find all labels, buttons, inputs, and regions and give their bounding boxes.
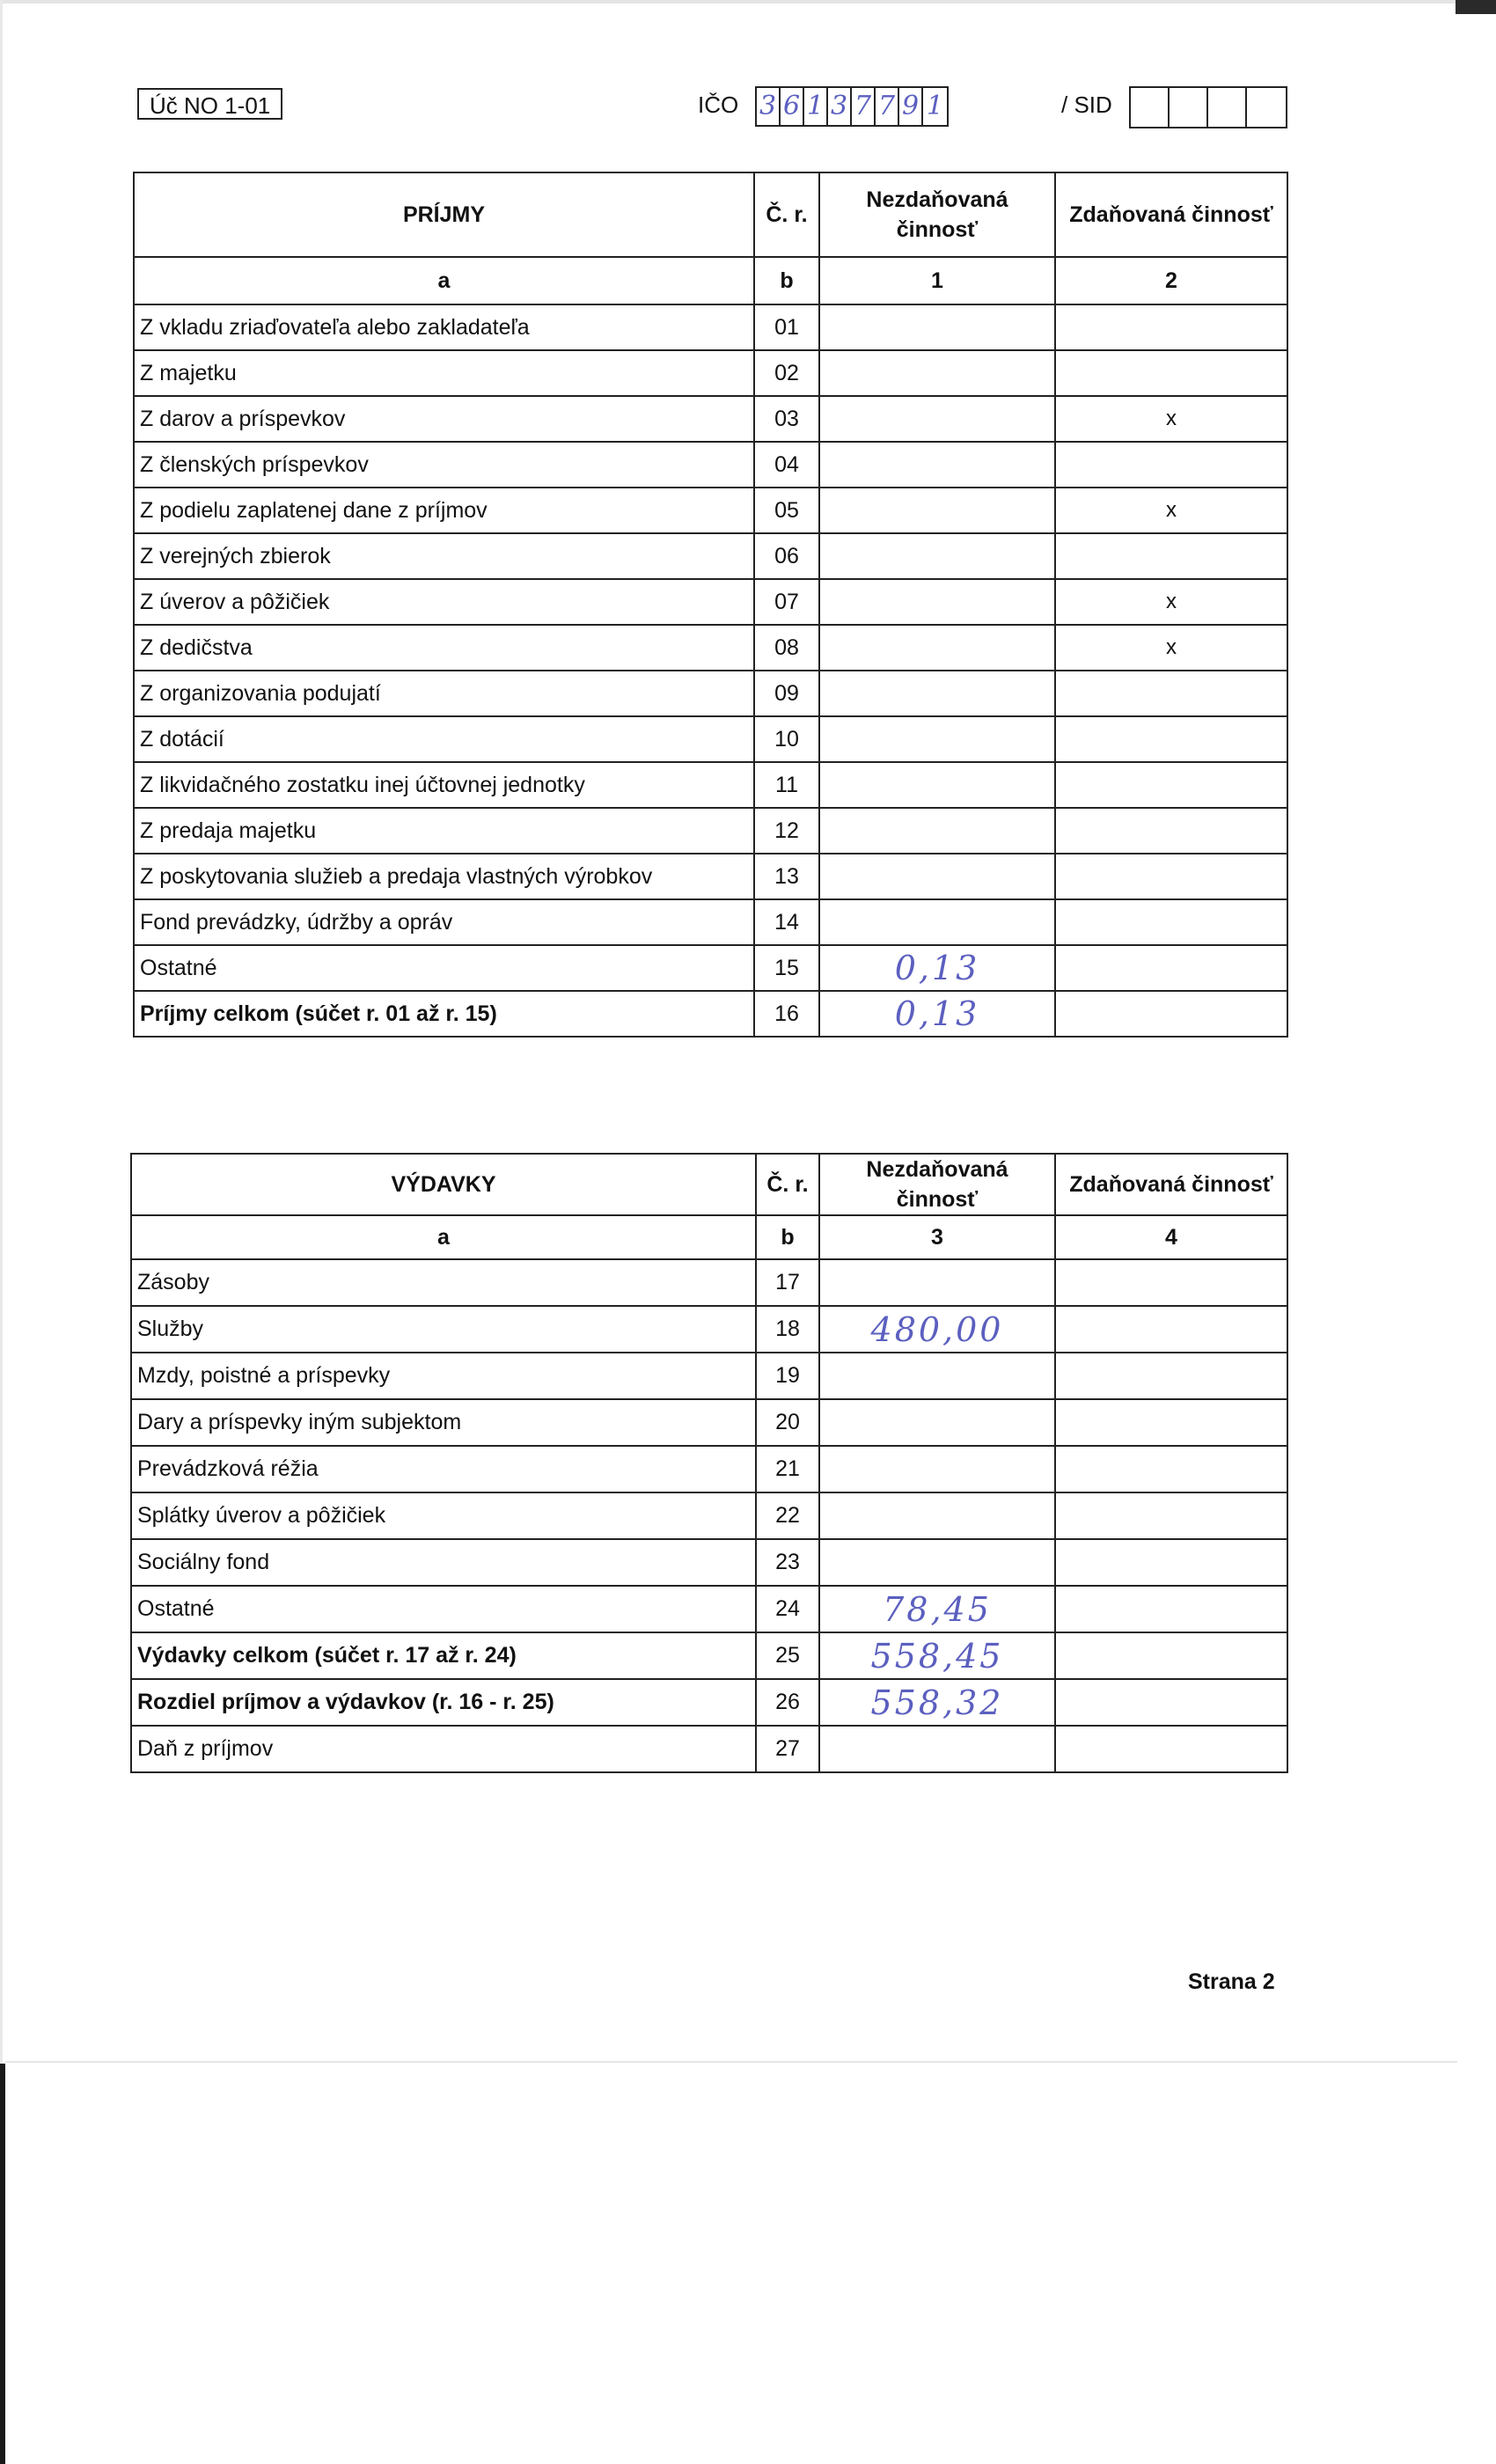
row-label: Prevádzková réžia <box>131 1446 756 1492</box>
row-number: 13 <box>754 854 819 899</box>
nontaxed-cell[interactable] <box>819 1539 1055 1586</box>
ico-digit[interactable]: 3 <box>828 88 852 125</box>
row-number: 24 <box>756 1586 819 1632</box>
row-label: Daň z príjmov <box>131 1726 756 1772</box>
taxed-cell[interactable] <box>1055 1726 1287 1772</box>
taxed-cell[interactable] <box>1055 1539 1287 1586</box>
sub-1: 1 <box>819 257 1055 304</box>
nontaxed-cell[interactable] <box>819 625 1055 671</box>
table-row <box>131 1726 1287 1772</box>
row-number: 27 <box>756 1726 819 1772</box>
col-row-no: Č. r. <box>754 172 819 257</box>
table-row <box>134 945 1287 991</box>
row-number: 07 <box>754 579 819 625</box>
nontaxed-cell[interactable] <box>819 808 1055 854</box>
taxed-cell[interactable]: x <box>1055 579 1287 625</box>
page-number: Strana 2 <box>1188 1969 1275 1994</box>
table-row <box>131 1306 1287 1353</box>
taxed-cell[interactable] <box>1055 854 1287 899</box>
row-number: 09 <box>754 671 819 716</box>
form-code: Úč NO 1-01 <box>137 88 282 120</box>
taxed-cell[interactable] <box>1055 1679 1287 1726</box>
taxed-cell[interactable] <box>1055 762 1287 808</box>
nontaxed-cell[interactable] <box>819 350 1055 396</box>
table-row <box>134 533 1287 579</box>
row-number: 08 <box>754 625 819 671</box>
row-number: 23 <box>756 1539 819 1586</box>
taxed-cell[interactable] <box>1055 304 1287 350</box>
scan-corner-mark <box>1456 0 1496 14</box>
sid-digit[interactable] <box>1247 88 1286 127</box>
nontaxed-cell[interactable] <box>819 488 1055 533</box>
row-number: 21 <box>756 1446 819 1492</box>
ico-digit[interactable]: 7 <box>852 88 876 125</box>
row-number: 22 <box>756 1492 819 1539</box>
row-label: Zásoby <box>131 1259 756 1306</box>
sid-digit[interactable] <box>1131 88 1170 127</box>
table-row <box>134 899 1287 945</box>
row-label: Rozdiel príjmov a výdavkov (r. 16 - r. 25) <box>131 1679 756 1726</box>
row-number: 18 <box>756 1306 819 1353</box>
taxed-cell[interactable] <box>1055 1492 1287 1539</box>
row-number: 17 <box>756 1259 819 1306</box>
sub-3: 3 <box>819 1215 1055 1259</box>
row-number: 05 <box>754 488 819 533</box>
sid-boxes <box>1129 86 1287 128</box>
nontaxed-cell[interactable] <box>819 1399 1055 1446</box>
taxed-cell[interactable] <box>1055 1259 1287 1306</box>
row-label: Z verejných zbierok <box>134 533 754 579</box>
ico-digit[interactable]: 6 <box>781 88 804 125</box>
row-label: Služby <box>131 1306 756 1353</box>
col-nontaxed: Nezdaňovaná činnosť <box>819 1154 1055 1215</box>
ico-digit[interactable]: 1 <box>926 91 944 121</box>
nontaxed-cell[interactable] <box>819 716 1055 762</box>
taxed-cell[interactable] <box>1055 716 1287 762</box>
row-label: Z dedičstva <box>134 625 754 671</box>
table-row <box>134 350 1287 396</box>
table-row <box>134 854 1287 899</box>
col-taxed: Zdaňovaná činnosť <box>1055 1154 1287 1215</box>
col-row-no: Č. r. <box>756 1154 819 1215</box>
taxed-cell[interactable] <box>1055 1353 1287 1399</box>
scan-edge-top <box>0 0 1496 4</box>
expenses-subheader-row <box>131 1215 1287 1259</box>
sub-2: 2 <box>1055 257 1287 304</box>
row-label: Výdavky celkom (súčet r. 17 až r. 24) <box>131 1632 756 1679</box>
table-row <box>134 396 1287 442</box>
table-row <box>131 1446 1287 1492</box>
row-number: 14 <box>754 899 819 945</box>
taxed-cell[interactable] <box>1055 671 1287 716</box>
difference-row <box>131 1679 1287 1726</box>
row-number: 06 <box>754 533 819 579</box>
expenses-table <box>130 1153 1288 1773</box>
expenses-header-row <box>131 1154 1287 1215</box>
nontaxed-cell[interactable] <box>819 1353 1055 1399</box>
ico-digit[interactable]: 7 <box>876 88 899 125</box>
row-label: Z organizovania podujatí <box>134 671 754 716</box>
table-row <box>131 1492 1287 1539</box>
col-taxed: Zdaňovaná činnosť <box>1055 172 1287 257</box>
row-number: 01 <box>754 304 819 350</box>
nontaxed-cell[interactable] <box>819 1446 1055 1492</box>
table-row <box>134 762 1287 808</box>
nontaxed-cell[interactable] <box>819 762 1055 808</box>
table-row <box>134 442 1287 488</box>
row-label: Z vkladu zriaďovateľa alebo zakladateľa <box>134 304 754 350</box>
row-label: Z členských príspevkov <box>134 442 754 488</box>
sub-a: a <box>131 1215 756 1259</box>
row-label: Ostatné <box>134 945 754 991</box>
table-row <box>131 1259 1287 1306</box>
nontaxed-cell[interactable] <box>819 1726 1055 1772</box>
nontaxed-cell[interactable] <box>819 396 1055 442</box>
row-label: Z predaja majetku <box>134 808 754 854</box>
table-row <box>131 1399 1287 1446</box>
taxed-cell[interactable] <box>1055 1586 1287 1632</box>
row-label: Príjmy celkom (súčet r. 01 až r. 15) <box>134 991 754 1037</box>
nontaxed-cell[interactable]: 78,45 <box>819 1586 1055 1632</box>
table-row <box>134 716 1287 762</box>
nontaxed-cell[interactable] <box>819 899 1055 945</box>
row-number: 15 <box>754 945 819 991</box>
nontaxed-cell[interactable] <box>819 442 1055 488</box>
nontaxed-cell[interactable] <box>819 533 1055 579</box>
row-number: 04 <box>754 442 819 488</box>
table-row <box>134 488 1287 533</box>
table-row <box>134 579 1287 625</box>
row-label: Sociálny fond <box>131 1539 756 1586</box>
sid-digit[interactable] <box>1208 88 1247 127</box>
taxed-cell[interactable] <box>1055 1632 1287 1679</box>
nontaxed-cell[interactable] <box>819 671 1055 716</box>
total-row <box>134 991 1287 1037</box>
nontaxed-cell[interactable]: 0,13 <box>819 945 1055 991</box>
row-label: Z darov a príspevkov <box>134 396 754 442</box>
row-label: Z poskytovania služieb a predaja vlastných výrobkov <box>134 854 754 899</box>
row-number: 16 <box>754 991 819 1037</box>
page-bottom-edge <box>5 2061 1457 2063</box>
nontaxed-cell[interactable] <box>819 304 1055 350</box>
taxed-cell[interactable] <box>1055 945 1287 991</box>
nontaxed-cell[interactable]: 0,13 <box>819 991 1055 1037</box>
nontaxed-cell[interactable] <box>819 1259 1055 1306</box>
sub-b: b <box>754 257 819 304</box>
row-number: 02 <box>754 350 819 396</box>
taxed-cell[interactable] <box>1055 1399 1287 1446</box>
ico-digit[interactable]: 3 <box>757 88 781 125</box>
ico-boxes <box>755 86 949 127</box>
nontaxed-cell[interactable] <box>819 854 1055 899</box>
row-number: 20 <box>756 1399 819 1446</box>
row-label: Z úverov a pôžičiek <box>134 579 754 625</box>
row-number: 11 <box>754 762 819 808</box>
nontaxed-cell[interactable]: 558,45 <box>819 1632 1055 1679</box>
sid-digit[interactable] <box>1170 88 1208 127</box>
row-label: Z majetku <box>134 350 754 396</box>
table-row <box>131 1539 1287 1586</box>
row-number: 26 <box>756 1679 819 1726</box>
taxed-cell[interactable] <box>1055 350 1287 396</box>
taxed-cell[interactable] <box>1055 899 1287 945</box>
row-label: Z podielu zaplatenej dane z príjmov <box>134 488 754 533</box>
scan-edge-left-shadow <box>0 2064 5 2464</box>
expenses-title: VÝDAVKY <box>131 1154 756 1215</box>
ico-label: IČO <box>698 92 739 118</box>
row-number: 25 <box>756 1632 819 1679</box>
income-subheader-row <box>134 257 1287 304</box>
income-title: PRÍJMY <box>134 172 754 257</box>
taxed-cell[interactable]: x <box>1055 396 1287 442</box>
nontaxed-cell[interactable] <box>819 1492 1055 1539</box>
ico-digit[interactable]: 1 <box>804 88 828 125</box>
taxed-cell[interactable]: x <box>1055 625 1287 671</box>
row-number: 10 <box>754 716 819 762</box>
income-header-row <box>134 172 1287 257</box>
taxed-cell[interactable] <box>1055 991 1287 1037</box>
taxed-cell[interactable]: x <box>1055 488 1287 533</box>
row-label: Fond prevádzky, údržby a opráv <box>134 899 754 945</box>
total-row <box>131 1632 1287 1679</box>
row-label: Splátky úverov a pôžičiek <box>131 1492 756 1539</box>
table-row <box>131 1586 1287 1632</box>
row-label: Ostatné <box>131 1586 756 1632</box>
nontaxed-cell[interactable] <box>819 579 1055 625</box>
row-label: Dary a príspevky iným subjektom <box>131 1399 756 1446</box>
sub-4: 4 <box>1055 1215 1287 1259</box>
taxed-cell[interactable] <box>1055 533 1287 579</box>
nontaxed-cell[interactable]: 480,00 <box>819 1306 1055 1353</box>
table-row <box>134 625 1287 671</box>
table-row <box>134 808 1287 854</box>
taxed-cell[interactable] <box>1055 1446 1287 1492</box>
row-label: Z dotácií <box>134 716 754 762</box>
row-number: 12 <box>754 808 819 854</box>
row-label: Mzdy, poistné a príspevky <box>131 1353 756 1399</box>
sub-a: a <box>134 257 754 304</box>
col-nontaxed: Nezdaňovaná činnosť <box>819 172 1055 257</box>
table-row <box>134 671 1287 716</box>
row-number: 03 <box>754 396 819 442</box>
row-label: Z likvidačného zostatku inej účtovnej jednotky <box>134 762 754 808</box>
sid-label: / SID <box>1061 92 1112 118</box>
taxed-cell[interactable] <box>1055 808 1287 854</box>
taxed-cell[interactable] <box>1055 442 1287 488</box>
table-row <box>134 304 1287 350</box>
sub-b: b <box>756 1215 819 1259</box>
taxed-cell[interactable] <box>1055 1306 1287 1353</box>
ico-digit[interactable]: 9 <box>899 88 923 125</box>
row-number: 19 <box>756 1353 819 1399</box>
nontaxed-cell[interactable]: 558,32 <box>819 1679 1055 1726</box>
table-row <box>131 1353 1287 1399</box>
income-table <box>133 172 1288 1038</box>
